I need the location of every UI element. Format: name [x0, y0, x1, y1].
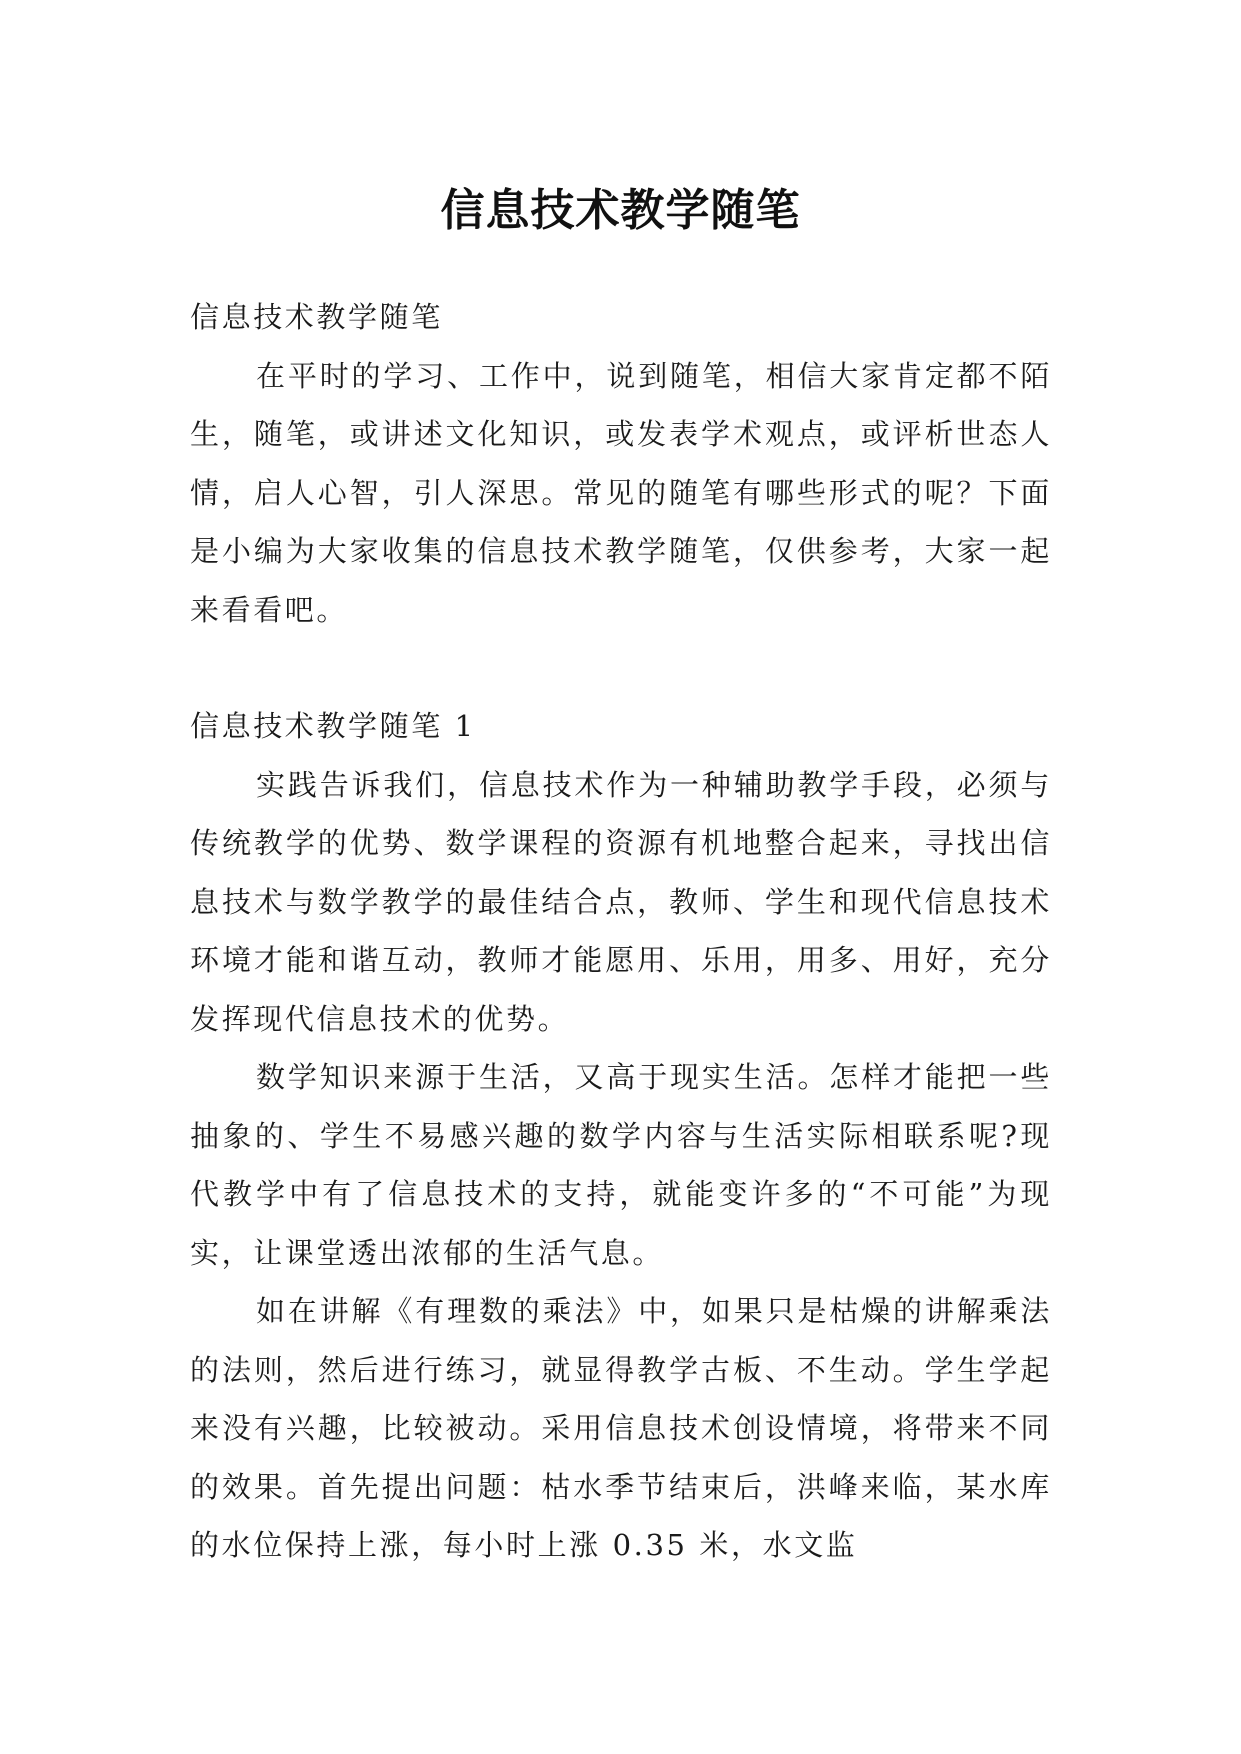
section-1-heading: 信息技术教学随笔 1 — [190, 709, 476, 743]
section-1-paragraph-1: 实践告诉我们，信息技术作为一种辅助教学手段，必须与传统教学的优势、数学课程的资源有机地整合起来，寻找出信息技术与数学教学的最佳结合点，教师、学生和现代信息技术环境才能和谐互动，教师才能愿用、乐用，用多、用好，充分发挥现代信息技术的优势。 — [190, 767, 1052, 1036]
section-1-paragraph-3: 如在讲解《有理数的乘法》中，如果只是枯燥的讲解乘法的法则，然后进行练习，就显得教学古板、不生动。学生学起来没有兴趣，比较被动。采用信息技术创设情境，将带来不同的效果。首先提出问题：枯水季节结束后，洪峰来临，某水库的水位保持上涨，每小时上涨 0.35 米，水文监 — [190, 1294, 1052, 1562]
section-1-paragraph-2: 数学知识来源于生活，又高于现实生活。怎样才能把一些抽象的、学生不易感兴趣的数学内容与生活实际相联系呢?现代教学中有了信息技术的支持，就能变许多的“不可能”为现实，让课堂透出浓郁的生活气息。 — [190, 1060, 1052, 1270]
intro-paragraph: 在平时的学习、工作中，说到随笔，相信大家肯定都不陌生，随笔，或讲述文化知识，或发表学术观点，或评析世态人情，启人心智，引人深思。常见的随笔有哪些形式的呢？下面是小编为大家收集的信息技术教学随笔，仅供参考，大家一起来看看吧。 — [190, 358, 1052, 627]
section-spacer — [190, 639, 1052, 697]
intro-heading: 信息技术教学随笔 — [190, 300, 443, 334]
document-body — [190, 288, 1052, 1575]
document-title: 信息技术教学随笔 — [440, 185, 801, 237]
